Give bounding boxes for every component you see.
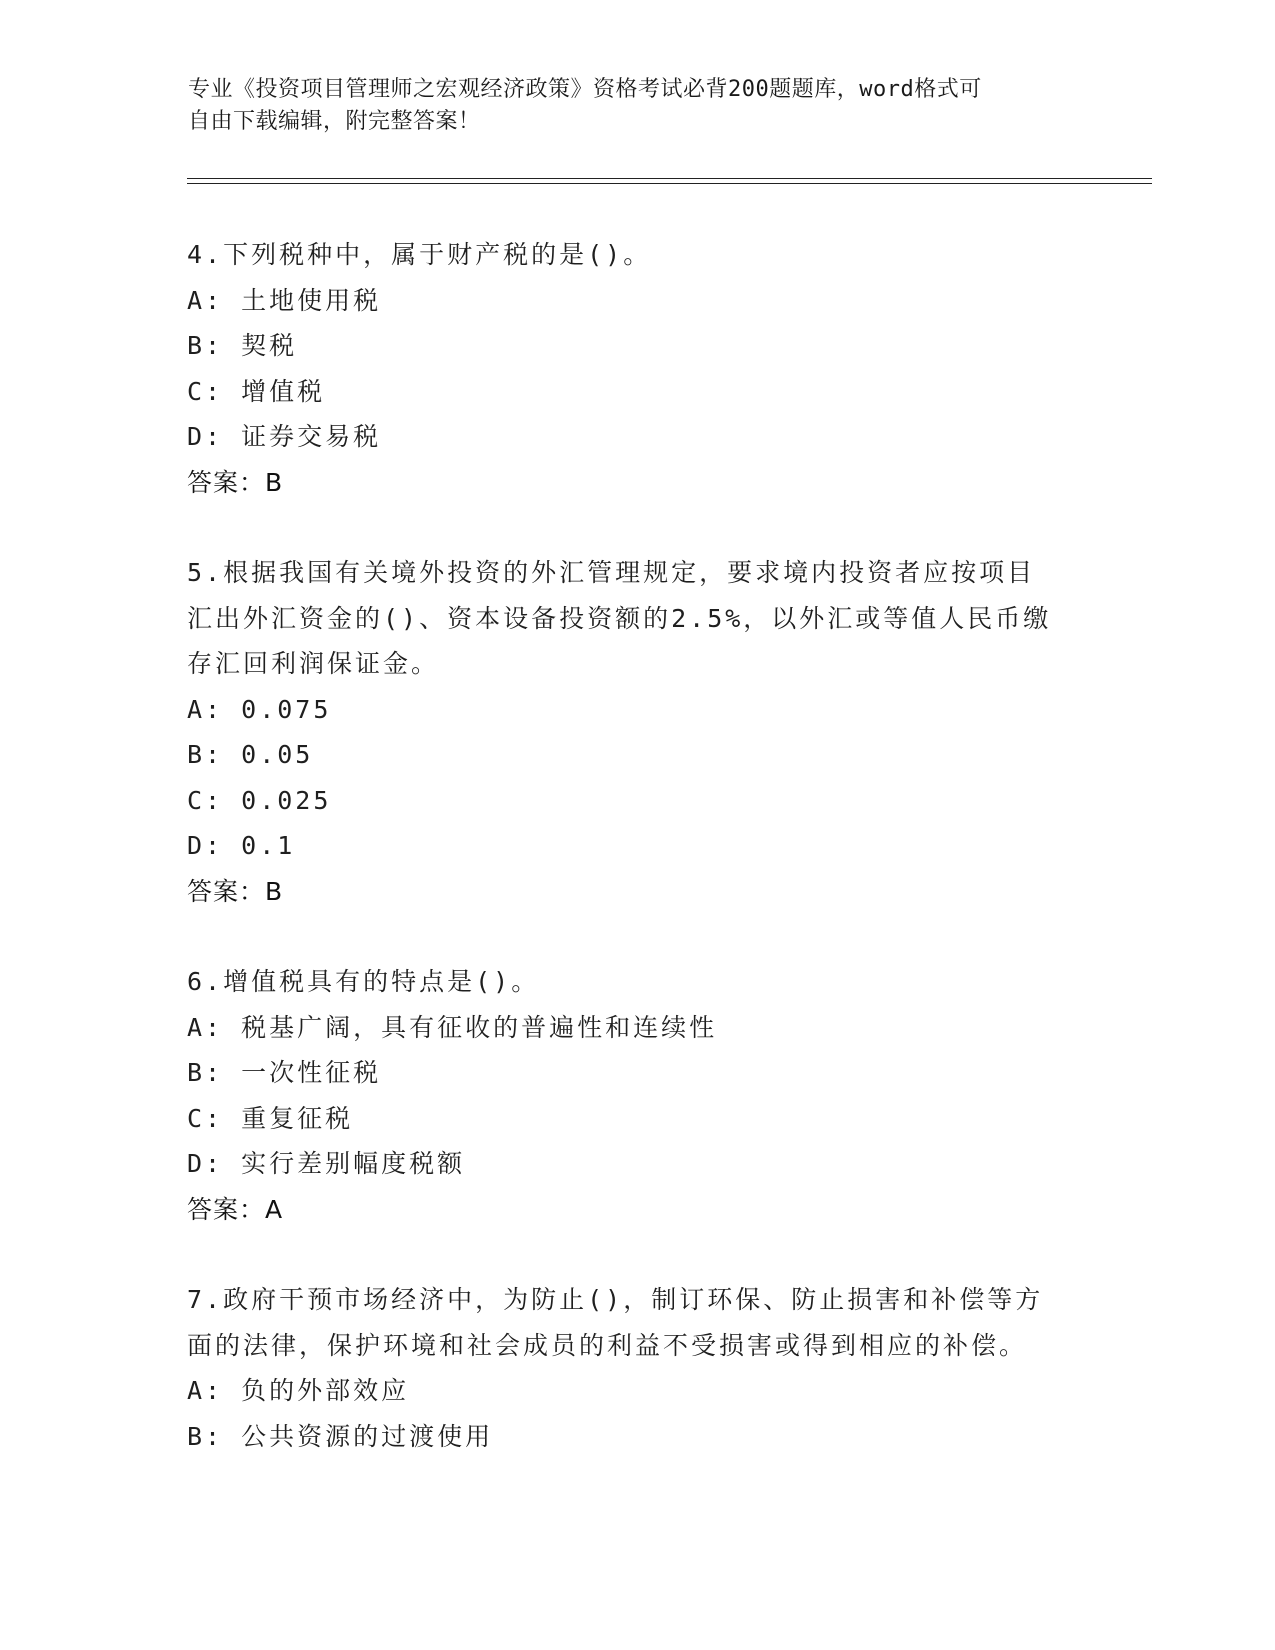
question-stem: 4.下列税种中，属于财产税的是()。 — [187, 240, 652, 269]
question-stem-line-1: 5.根据我国有关境外投资的外汇管理规定，要求境内投资者应按项目 — [187, 558, 1036, 587]
option-b: B: 公共资源的过渡使用 — [187, 1421, 494, 1451]
question-4 — [187, 232, 1087, 505]
question-6 — [187, 959, 1087, 1232]
option-a: A: 负的外部效应 — [187, 1376, 410, 1405]
option-a: A: 税基广阔，具有征收的普遍性和连续性 — [187, 1012, 718, 1042]
option-a: A: 土地使用税 — [187, 285, 382, 315]
question-list — [187, 232, 1087, 1504]
header-divider — [187, 178, 1152, 184]
question-stem-line-1: 7.政府干预市场经济中，为防止()，制订环保、防止损害和补偿等方 — [187, 1285, 1044, 1314]
option-c: C: 0.025 — [187, 785, 332, 815]
question-stem-line-2: 汇出外汇资金的()、资本设备投资额的2.5%，以外汇或等值人民币缴 — [187, 603, 1052, 633]
document-header — [188, 74, 1068, 138]
option-c: C: 增值税 — [187, 376, 326, 406]
question-stem: 6.增值税具有的特点是()。 — [187, 967, 540, 996]
answer-line: 答案：B — [187, 467, 284, 497]
question-5 — [187, 550, 1087, 914]
option-b: B: 0.05 — [187, 740, 314, 769]
option-d: D: 0.1 — [187, 831, 296, 860]
question-stem-line-3: 存汇回利润保证金。 — [187, 649, 440, 678]
question-stem-line-2: 面的法律，保护环境和社会成员的利益不受损害或得到相应的补偿。 — [187, 1330, 1028, 1360]
header-intro-line-2: 自由下载编辑，附完整答案！ — [188, 109, 481, 134]
option-a: A: 0.075 — [187, 694, 332, 724]
option-d: D: 证券交易税 — [187, 422, 382, 451]
header-intro-line-1: 专业《投资项目管理师之宏观经济政策》资格考试必背200题题库，word格式可 — [188, 77, 982, 102]
option-d: D: 实行差别幅度税额 — [187, 1149, 466, 1178]
answer-line: 答案：B — [187, 876, 284, 906]
answer-line: 答案：A — [187, 1194, 284, 1224]
question-7 — [187, 1277, 1087, 1459]
option-c: C: 重复征税 — [187, 1103, 354, 1133]
option-b: B: 契税 — [187, 331, 298, 360]
option-b: B: 一次性征税 — [187, 1058, 382, 1087]
